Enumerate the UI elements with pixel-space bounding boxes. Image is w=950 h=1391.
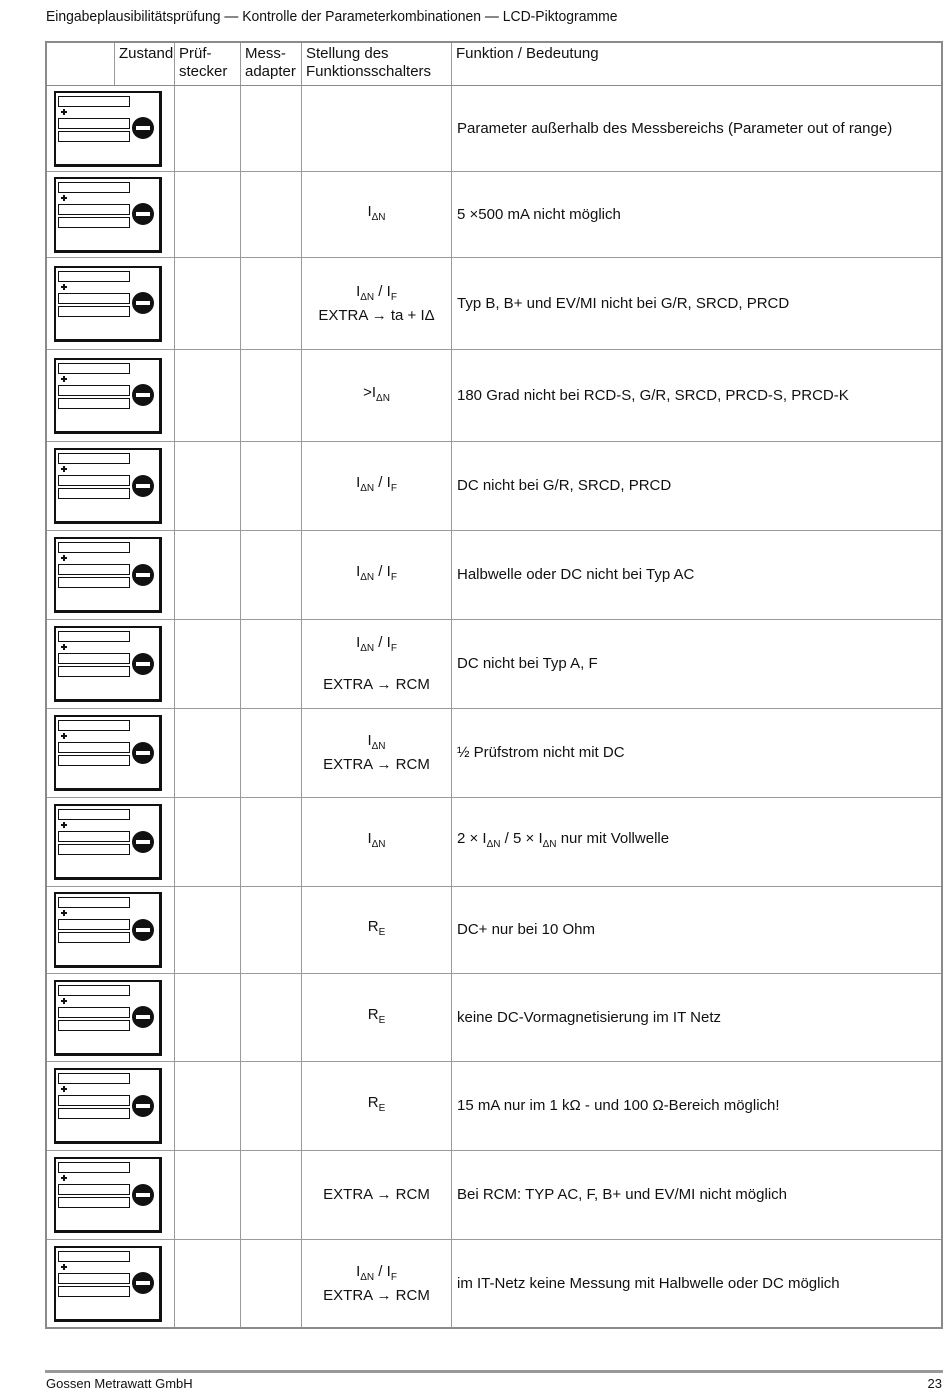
table-row [47,620,941,709]
function-text: 180 Grad nicht bei RCD-S, G/R, SRCD, PRCD-S, PRCD-K [457,386,849,404]
page-number: 23 [927,1376,942,1391]
parameter-table [45,41,943,1329]
switch-position-text: EXTRA → RCM [323,1286,430,1304]
lcd-pictogram [54,804,162,880]
table-row [47,350,941,442]
messadapter-cell [241,86,302,171]
lcd-pictogram [54,91,162,167]
switch-position-cell [302,620,452,708]
lcd-pictogram [54,537,162,613]
switch-position-cell [302,1240,452,1327]
function-cell [452,442,941,530]
stop-icon [132,203,154,225]
function-cell [452,798,941,886]
switch-position-text: $I_{\Delta N} / I_F$ [356,1262,397,1283]
function-text: im IT-Netz keine Messung mit Halbwelle oder DC möglich [457,1274,840,1292]
switch-position-cell [302,531,452,619]
lcd-pictogram-cell [47,798,175,886]
header-pruefstecker: Prüf- stecker [175,43,241,85]
lcd-pictogram-cell [47,86,175,171]
table-row [47,1151,941,1240]
lcd-pictogram-cell [47,620,175,708]
lcd-pictogram-cell [47,1151,175,1239]
switch-position-text: $I_{\Delta N}$ [367,732,386,752]
lcd-pictogram-cell [47,974,175,1061]
table-row [47,1062,941,1151]
switch-position-cell [302,172,452,257]
lcd-pictogram-cell [47,350,175,441]
lcd-pictogram [54,1157,162,1233]
table-row [47,531,941,620]
stop-icon [132,384,154,406]
switch-position-cell [302,442,452,530]
pruefstecker-cell [175,531,241,619]
table-row [47,1240,941,1327]
stop-icon [132,117,154,139]
switch-position-text: $R_E$ [367,1094,386,1114]
function-cell [452,974,941,1061]
switch-position-text: EXTRA → RCM [323,756,430,773]
header-stellung: Stellung des Funktionsschalters [302,43,452,85]
function-cell [452,350,941,441]
switch-position-text: $I_{\Delta N}$ [367,830,386,850]
stop-icon [132,831,154,853]
function-cell [452,1062,941,1150]
function-text: $2 \times I_{\Delta N} / 5 \times I_{\Delta N}$ nur mit Vollwelle [457,830,670,850]
stop-icon [132,564,154,586]
function-text: Bei RCM: TYP AC, F, B+ und EV/MI nicht möglich [457,1186,787,1203]
table-row [47,172,941,258]
stop-icon [132,919,154,941]
function-text: DC+ nur bei 10 Ohm [457,921,595,938]
lcd-pictogram-cell [47,531,175,619]
lcd-pictogram-cell [47,887,175,973]
page-title: Eingabeplausibilitätsprüfung — Kontrolle der Parameterkombinationen — LCD-Piktogramme [46,8,618,25]
function-text: DC nicht bei G/R, SRCD, PRCD [457,477,672,494]
switch-position-text: $R_E$ [367,918,386,938]
lcd-pictogram [54,980,162,1056]
lcd-pictogram-cell [47,1240,175,1327]
switch-position-text: EXTRA → ta + IΔ [318,306,435,324]
footer-company: Gossen Metrawatt GmbH [46,1376,193,1391]
messadapter-cell [241,620,302,708]
switch-position-text: EXTRA → RCM [323,1186,430,1203]
pruefstecker-cell [175,798,241,886]
lcd-pictogram-cell [47,442,175,530]
switch-position-cell [302,709,452,797]
pruefstecker-cell [175,887,241,973]
stop-icon [132,742,154,764]
pruefstecker-cell [175,258,241,349]
lcd-pictogram [54,1068,162,1144]
messadapter-cell [241,1151,302,1239]
messadapter-cell [241,531,302,619]
switch-position-cell [302,350,452,441]
stop-icon [132,475,154,497]
messadapter-cell [241,350,302,441]
function-text: DC nicht bei Typ A, F [457,655,598,672]
messadapter-cell [241,974,302,1061]
stop-icon [132,292,154,314]
function-cell [452,620,941,708]
function-cell [452,887,941,973]
table-row [47,974,941,1062]
lcd-pictogram [54,715,162,791]
pruefstecker-cell [175,86,241,171]
switch-position-text: $>I_{\Delta N}$ [363,383,390,404]
table-row [47,887,941,974]
messadapter-cell [241,709,302,797]
switch-position-cell [302,258,452,349]
table-row [47,709,941,798]
switch-position-text: $I_{\Delta N}$ [367,202,386,223]
stop-icon [132,1006,154,1028]
function-cell [452,709,941,797]
lcd-pictogram-cell [47,709,175,797]
switch-position-cell [302,887,452,973]
switch-position-cell [302,798,452,886]
pruefstecker-cell [175,442,241,530]
switch-position-cell [302,86,452,171]
lcd-pictogram [54,1246,162,1322]
table-row [47,86,941,172]
table-row [47,442,941,531]
messadapter-cell [241,442,302,530]
messadapter-cell [241,1240,302,1327]
lcd-pictogram [54,266,162,342]
footer-rule [45,1370,943,1373]
lcd-pictogram [54,892,162,968]
lcd-pictogram [54,358,162,434]
messadapter-cell [241,887,302,973]
switch-position-text: EXTRA → RCM [323,676,430,693]
function-text: keine DC-Vormagnetisierung im IT Netz [457,1008,721,1026]
function-text: 5 ×500 mA nicht möglich [457,205,621,223]
function-text: Parameter außerhalb des Messbereichs (Parameter out of range) [457,119,893,137]
function-cell [452,86,941,171]
pruefstecker-cell [175,172,241,257]
switch-position-text: $I_{\Delta N} / I_F$ [356,474,397,494]
function-cell [452,1240,941,1327]
header-zustand: Zustand [119,45,174,62]
messadapter-cell [241,1062,302,1150]
messadapter-cell [241,258,302,349]
pruefstecker-cell [175,350,241,441]
lcd-pictogram-cell [47,258,175,349]
switch-position-text: $I_{\Delta N} / I_F$ [356,282,397,303]
lcd-pictogram-cell [47,172,175,257]
function-text: Halbwelle oder DC nicht bei Typ AC [457,566,695,583]
header-zustand-cell [47,43,175,85]
messadapter-cell [241,172,302,257]
header-funktion: Funktion / Bedeutung [456,45,599,62]
messadapter-cell [241,798,302,886]
function-cell [452,172,941,257]
function-text: Typ B, B+ und EV/MI nicht bei G/R, SRCD, PRCD [457,294,790,312]
function-cell [452,258,941,349]
switch-position-cell [302,1151,452,1239]
switch-position-text: $I_{\Delta N} / I_F$ [356,563,397,583]
header-messadapter: Mess- adapter [241,43,302,85]
pruefstecker-cell [175,1240,241,1327]
lcd-pictogram [54,177,162,253]
lcd-pictogram-cell [47,1062,175,1150]
pruefstecker-cell [175,1062,241,1150]
stop-icon [132,1184,154,1206]
pruefstecker-cell [175,709,241,797]
pruefstecker-cell [175,974,241,1061]
stop-icon [132,1272,154,1294]
function-text: 15 mA nur im 1 kΩ - und 100 Ω-Bereich möglich! [457,1097,780,1114]
function-cell [452,1151,941,1239]
table-row [47,258,941,350]
stop-icon [132,653,154,675]
switch-position-cell [302,1062,452,1150]
pruefstecker-cell [175,1151,241,1239]
function-cell [452,531,941,619]
table-header [47,43,941,86]
switch-position-text: $R_E$ [367,1005,386,1026]
pruefstecker-cell [175,620,241,708]
switch-position-cell [302,974,452,1061]
table-row [47,798,941,887]
stop-icon [132,1095,154,1117]
lcd-pictogram [54,448,162,524]
lcd-pictogram [54,626,162,702]
function-text: ½ Prüfstrom nicht mit DC [457,744,625,761]
switch-position-text: $I_{\Delta N} / I_F$ [356,634,397,654]
